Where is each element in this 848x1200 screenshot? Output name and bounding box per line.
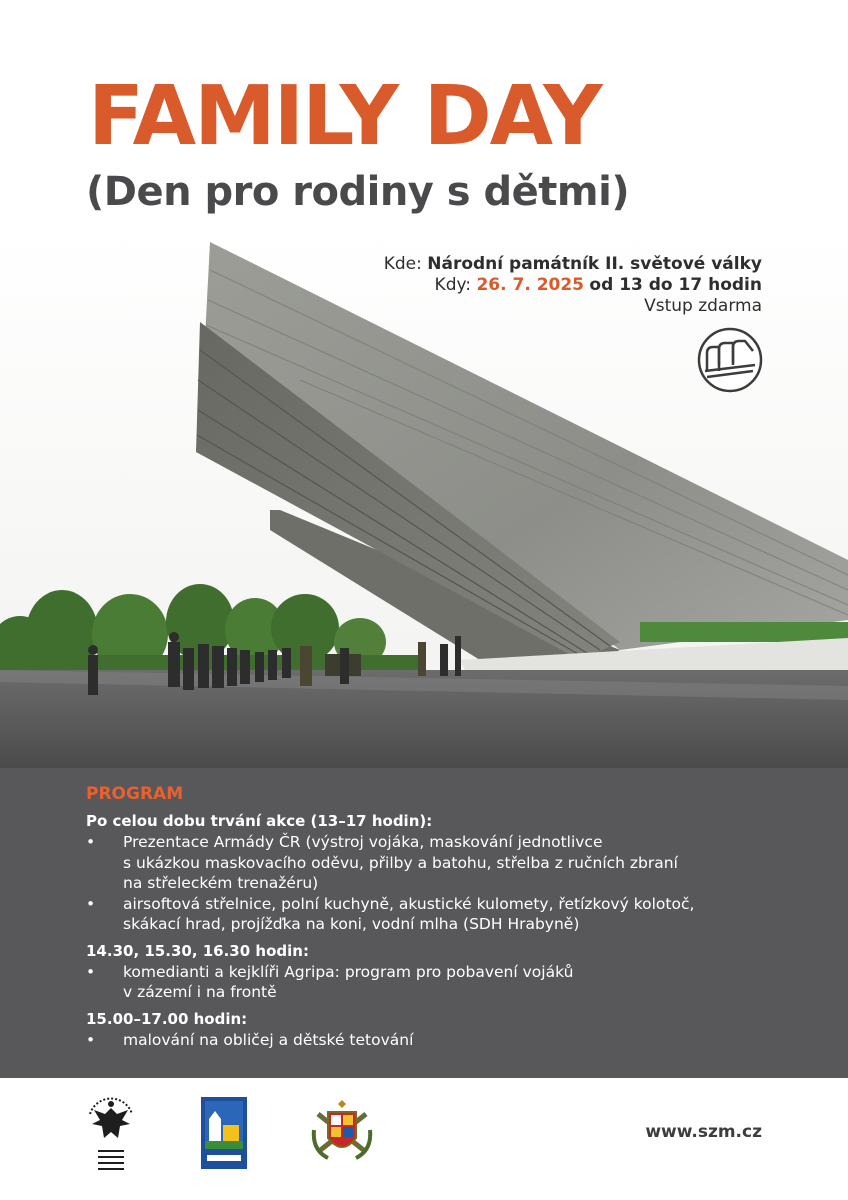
item-line: Prezentace Armády ČR (výstroj vojáka, maskování jednotlivce <box>123 833 603 851</box>
item-line: airsoftová střelnice, polní kuchyně, akustické kulomety, řetízkový kolotoč, <box>123 894 695 913</box>
military-emblem-logo <box>308 1100 376 1166</box>
item-line: malování na obličej a dětské tetování <box>123 1030 414 1049</box>
entry-line: Vstup zdarma <box>644 296 762 316</box>
date-line <box>384 275 762 296</box>
venue-value: Národní památník II. světové války <box>427 254 762 274</box>
item-line: komedianti a kejklíři Agripa: program pro pobavení vojáků <box>123 962 574 981</box>
website-url[interactable]: www.szm.cz <box>645 1122 762 1142</box>
silesian-museum-logo <box>84 1094 138 1172</box>
program-list-shows <box>86 962 762 1003</box>
program-list-facepaint <box>86 1030 762 1051</box>
program-time-allday: Po celou dobu trvání akce (13–17 hodin): <box>86 812 433 830</box>
item-line: s ukázkou maskovacího oděvu, přilby a batohu, střelba z ručních zbraní <box>123 853 678 872</box>
venue-line <box>384 254 762 275</box>
event-info <box>384 254 762 317</box>
program-time-facepaint: 15.00–17.00 hodin: <box>86 1009 248 1028</box>
program-heading: PROGRAM <box>86 784 184 804</box>
event-subtitle: (Den pro rodiny s dětmi) <box>86 169 630 215</box>
event-title: FAMILY DAY <box>88 69 601 164</box>
date-label: Kdy: <box>434 275 472 295</box>
kvv-ostrava-logo <box>201 1097 247 1169</box>
venue-label: Kde: <box>383 254 422 274</box>
event-time: od 13 do 17 hodin <box>589 275 762 295</box>
item-line: skákací hrad, projížďka na koni, vodní mlha (SDH Hrabyně) <box>123 915 580 933</box>
memorial-logo-icon <box>697 327 763 393</box>
program-time-shows: 14.30, 15.30, 16.30 hodin: <box>86 941 309 960</box>
item-line: v zázemí i na frontě <box>123 983 277 1001</box>
list-item <box>86 894 762 935</box>
program-section <box>0 768 848 1078</box>
list-item <box>86 832 762 894</box>
list-item <box>86 962 762 1003</box>
item-line: na střeleckém trenažéru) <box>123 874 319 892</box>
program-list-allday <box>86 832 762 935</box>
event-date: 26. 7. 2025 <box>476 275 585 295</box>
list-item <box>86 1030 762 1051</box>
